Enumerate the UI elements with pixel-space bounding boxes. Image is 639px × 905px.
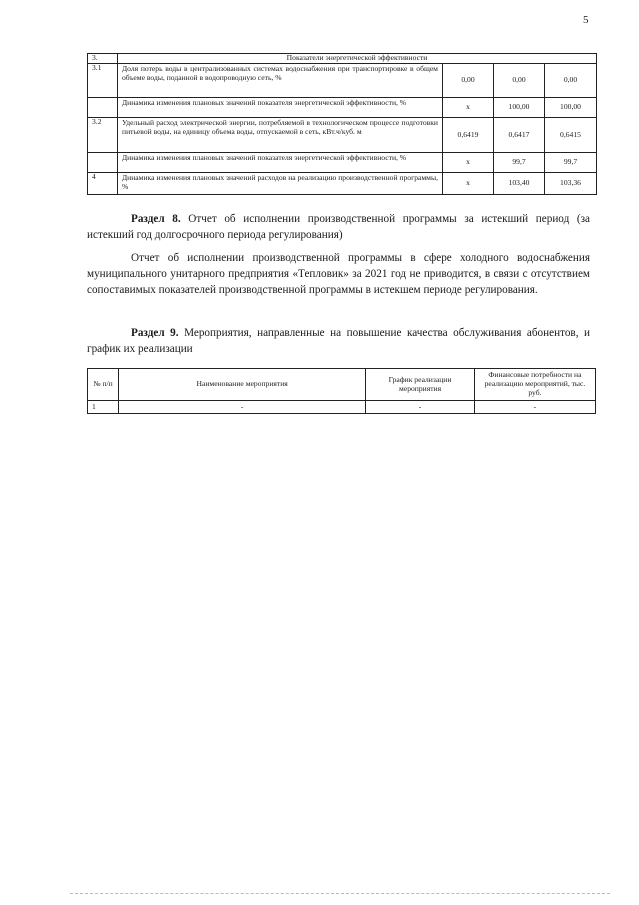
row-number: 3.1 [88,64,118,98]
row-value-2: 100,00 [494,98,545,118]
row-value-3: 99,7 [545,153,597,173]
table-row [88,173,597,195]
report-paragraph: Отчет об исполнении производственной программы в сфере холодного водоснабжения муниципального унитарного предприятия «Тепловик» за 2021 год не приводится, в связи с отсутствием сопоставимых показателей производственной программы в истекшем периоде регулирования. [87,252,590,296]
row-value-1: 0,6419 [443,118,494,153]
section-8-heading [87,211,590,243]
row-name: - [119,401,366,414]
row-number: 3.2 [88,118,118,153]
row-value-2: 99,7 [494,153,545,173]
section-number: 3. [88,54,118,64]
section-8-label: Раздел 8. [131,213,181,225]
row-value-2: 0,00 [494,64,545,98]
table-row [88,153,597,173]
section-9-heading [87,325,590,357]
row-value-2: 103,40 [494,173,545,195]
header-num: № п/п [88,369,119,401]
table-row [88,98,597,118]
row-value-1: x [443,98,494,118]
row-value-1: 0,00 [443,64,494,98]
row-finance: - [474,401,595,414]
row-value-3: 0,6415 [545,118,597,153]
row-description: Динамика изменения плановых значений показателя энергетической эффективности, % [118,153,443,173]
section-9-title: Мероприятия, направленные на повышение качества обслуживания абонентов, и график их реализации [87,327,591,355]
row-value-3: 100,00 [545,98,597,118]
row-schedule: - [366,401,475,414]
table-header-row [88,369,596,401]
row-number [88,98,118,118]
table-row [88,401,596,414]
section-9-label: Раздел 9. [131,327,179,339]
section-title: Показатели энергетической эффективности [118,54,597,64]
row-description: Удельный расход электрической энергии, потребляемой в технологическом процессе подготовки питьевой воды, на единицу объема воды, отпускаемой в сеть, кВт.ч/куб. м [118,118,443,153]
row-description: Динамика изменения плановых значений расходов на реализацию производственной программы, % [118,173,443,195]
page-edge-line [70,893,610,894]
row-value-3: 103,36 [545,173,597,195]
header-schedule: График реализации мероприятия [366,369,475,401]
table-row [88,118,597,153]
energy-efficiency-table [87,53,597,195]
header-finance: Финансовые потребности на реализацию мероприятий, тыс. руб. [474,369,595,401]
row-value-2: 0,6417 [494,118,545,153]
measures-table [87,368,596,414]
row-number: 4 [88,173,118,195]
page-number: 5 [583,14,589,26]
row-number [88,153,118,173]
row-value-1: x [443,173,494,195]
row-value-1: x [443,153,494,173]
section-8-title: Отчет об исполнении производственной программы за истекший период (за истекший год долгосрочного периода регулирования) [87,213,591,241]
row-description: Динамика изменения плановых значений показателя энергетической эффективности, % [118,98,443,118]
table-section-row [88,54,597,64]
row-description: Доля потерь воды в централизованных системах водоснабжения при транспортировке в общем объеме воды, поданной в водопроводную сеть, % [118,64,443,98]
row-number: 1 [88,401,119,414]
table-row [88,64,597,98]
row-value-3: 0,00 [545,64,597,98]
header-name: Наименование мероприятия [119,369,366,401]
